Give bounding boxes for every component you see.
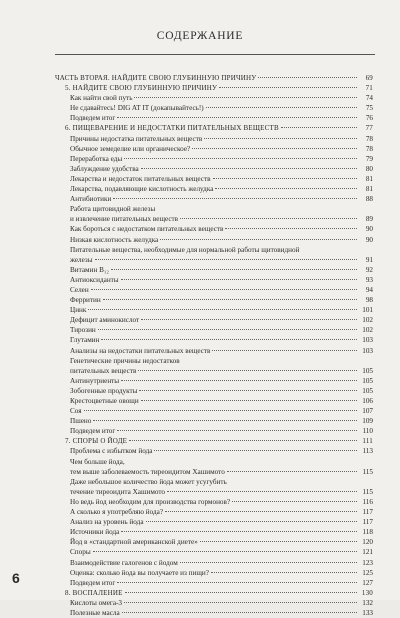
toc-entry-title: Селен [70,285,89,294]
toc-entry-page: 132 [362,598,373,607]
dot-leader [165,511,357,512]
toc-entry-title: Чем больше йода, [70,457,125,466]
toc-entry-title: Цинк [70,306,87,315]
toc-entry-page: 81 [365,185,373,194]
toc-entry-page: 91 [365,255,373,264]
dot-leader [212,350,357,351]
toc-entry [55,497,373,507]
toc-entry [55,457,373,467]
toc-entry-page: 105 [362,376,373,385]
toc-entry-title: Работа щитовидной железы [70,205,156,214]
toc-entry [55,517,373,527]
toc-entry-title: Даже небольшое количество йода может усугубить [70,477,227,486]
toc-entry-title: Лекарства и недостаток питательных веществ [70,174,211,183]
toc-entry-title: ЧАСТЬ ВТОРАЯ. НАЙДИТЕ СВОЮ ГЛУБИННУЮ ПРИЧИНУ [55,74,257,82]
dot-leader [154,450,357,451]
toc-entry-page: 106 [362,397,373,405]
dot-leader [225,228,357,229]
toc-entry-title: Подведем итог [70,427,116,436]
dot-leader [141,168,357,169]
toc-entry-title: Витамин В₁₂ [70,265,109,274]
toc-entry-page: 105 [362,366,373,375]
toc-entry-title: железы [70,255,93,264]
toc-entry-title: Крестоцветные овощи [70,397,139,405]
toc-entry [55,214,373,224]
toc-entry-title: Кислоты омега-3 [70,598,123,607]
toc-entry-title: Глутамин [70,336,100,345]
toc-entry-title: Как найти свой путь [70,94,133,103]
toc-entry [55,164,373,174]
dot-leader [192,148,357,149]
toc-entry-page: 75 [365,104,373,113]
toc-entry [55,255,373,265]
toc-entry [55,568,373,578]
toc-entry-page: 115 [362,487,373,496]
toc-entry-page: 113 [362,447,373,456]
toc-entry [55,83,373,93]
toc-entry-title: питательных веществ [70,366,137,375]
dot-leader [88,309,357,310]
dot-leader [204,138,357,139]
toc-entry [55,366,373,376]
toc-entry-page: 130 [361,588,373,597]
toc-entry [55,396,373,406]
toc-entry-page: 121 [362,548,373,557]
toc-entry-page: 79 [365,154,373,163]
toc-entry [55,265,373,275]
toc-entry [55,547,373,557]
dot-leader [113,198,357,199]
toc-entry [55,325,373,335]
dot-leader [281,127,357,128]
toc-entry-page: 69 [365,74,373,82]
dot-leader [125,592,357,593]
toc-entry-page: 78 [365,144,373,153]
toc-entry-page: 133 [362,608,373,617]
toc-entry [55,93,373,103]
toc-entry-page: 81 [365,174,373,183]
toc-entry-title: Йод в «стандартной американской диете» [70,538,198,547]
toc-entry [55,487,373,497]
toc-entry-title: Низкая кислотность желудка [70,235,159,244]
toc-entry-page: 80 [365,164,373,173]
toc-entry [55,113,373,123]
toc-entry [55,467,373,477]
toc-entry [55,598,373,608]
toc-entry [55,194,373,204]
toc-entry [55,416,373,426]
toc-entry-title: Анализы на недостатки питательных веществ [70,346,211,355]
toc-entry-title: Дефицит аминокислот [70,316,140,325]
toc-entry-page: 117 [362,508,373,517]
toc-entry-page: 90 [365,225,373,234]
table-of-contents [55,73,373,618]
toc-entry-title: Но ведь йод необходим для производства гормонов? [70,497,231,506]
dot-leader [167,491,357,492]
dot-leader [134,97,357,98]
dot-leader [93,420,357,421]
toc-entry [55,134,373,144]
toc-entry-page: 125 [362,568,373,577]
page-number: 6 [12,570,20,586]
toc-entry [55,406,373,416]
toc-entry-page: 115 [362,467,373,476]
dot-leader [200,541,357,542]
toc-entry-page: 88 [365,195,373,204]
toc-entry [55,335,373,345]
toc-entry-title: и извлечение питательных веществ [70,215,179,224]
dot-leader [138,370,357,371]
toc-entry [55,426,373,436]
toc-entry-title: Переработка еды [70,154,123,163]
page-header: СОДЕРЖАНИЕ [156,30,244,42]
dot-leader [180,218,357,219]
toc-entry-title: Оценка: сколько йода вы получаете из пищи? [70,568,209,577]
toc-entry [55,103,373,113]
toc-entry-title: Питательные вещества, необходимые для нормальной работы щитовидной [70,245,300,254]
toc-entry-title: Не сдавайтесь! DIG AT IT (докапывайтесь!) [70,104,204,113]
toc-entry-title: Генетические причины недостатков [70,356,180,365]
toc-entry [55,245,373,255]
dot-leader [101,339,357,340]
toc-entry-page: 93 [365,275,373,284]
toc-entry-title: Причины недостатка питательных веществ [70,134,203,143]
toc-entry [55,608,373,618]
toc-entry [55,558,373,568]
toc-entry-title: Зобогенные продукты [70,386,138,395]
toc-entry [55,446,373,456]
toc-entry [55,224,373,234]
toc-entry-page: 76 [365,114,373,123]
toc-entry [55,588,373,598]
dot-leader [213,178,357,179]
toc-entry [55,386,373,396]
dot-leader [117,582,357,583]
toc-entry [55,73,373,83]
toc-entry-title: 5. НАЙДИТЕ СВОЮ ГЛУБИННУЮ ПРИЧИНУ [65,84,218,93]
toc-entry [55,285,373,295]
toc-entry-page: 117 [362,518,373,527]
toc-entry-page: 90 [365,235,373,244]
toc-entry-title: Споры [70,548,91,557]
dot-leader [122,612,357,613]
toc-entry-title: Как бороться с недостатком питательных веществ [70,225,224,234]
toc-entry [55,356,373,366]
toc-entry-title: Подведем итог [70,578,116,587]
toc-entry-page: 92 [365,265,373,274]
toc-entry [55,376,373,386]
toc-entry-title: Антибиотики [70,195,112,204]
dot-leader [103,299,357,300]
toc-entry-page: 110 [362,427,373,436]
dot-leader [141,400,357,401]
dot-leader [121,380,357,381]
toc-entry-title: Проблема с избытком йода [70,447,153,456]
toc-entry-title: тем выше заболеваемость тиреоидитом Хашимото [70,467,225,476]
dot-leader [211,572,357,573]
dot-leader [180,562,357,563]
toc-entry [55,295,373,305]
dot-leader [121,531,357,532]
toc-entry [55,123,373,133]
toc-entry [55,537,373,547]
toc-entry-title: Антинутриенты [70,376,120,385]
dot-leader [91,289,357,290]
toc-entry-page: 77 [365,124,373,133]
toc-entry-page: 98 [365,296,373,305]
toc-entry-page: 94 [365,285,373,294]
toc-entry-page: 123 [362,558,373,567]
dot-leader [117,117,357,118]
toc-entry [55,507,373,517]
toc-entry-page: 127 [362,578,373,587]
toc-entry-title: Подведем итог [70,114,116,123]
toc-entry-title: Полезные масла [70,608,120,617]
dot-leader [95,259,357,260]
toc-entry-title: Источники йода [70,528,120,537]
toc-entry-page: 103 [362,346,373,355]
toc-entry [55,184,373,194]
dot-leader [129,440,357,441]
toc-entry-page: 103 [362,336,373,345]
toc-entry [55,305,373,315]
dot-leader [215,188,357,189]
toc-entry [55,204,373,214]
toc-entry-page: 118 [362,528,373,537]
toc-entry-title: Обычное земеделие или органическое? [70,144,191,153]
toc-entry-page: 102 [362,316,373,325]
toc-entry-title: 8. ВОСПАЛЕНИЕ [65,588,123,597]
toc-entry [55,527,373,537]
toc-entry-page: 116 [362,497,373,506]
dot-leader [146,521,357,522]
toc-entry-page: 120 [362,538,373,547]
dot-leader [232,501,357,502]
toc-entry-title: Анализ на уровень йода [70,518,144,527]
toc-entry-title: течение тиреоидита Хашимото [70,487,166,496]
toc-entry-title: Соя [70,407,82,416]
toc-entry-title: Тирозин [70,326,96,335]
dot-leader [219,87,357,88]
toc-entry-title: 7. СПОРЫ О ЙОДЕ [65,437,128,446]
toc-entry [55,436,373,446]
toc-entry [55,578,373,588]
dot-leader [258,77,357,78]
dot-leader [206,107,357,108]
toc-entry-title: А сколько я употребляю йода? [70,508,164,517]
toc-entry [55,346,373,356]
toc-entry [55,235,373,245]
toc-entry [55,275,373,285]
dot-leader [139,390,357,391]
toc-entry-title: Взаимодействие галогенов с йодом [70,558,178,567]
toc-entry-title: 6. ПИЩЕВАРЕНИЕ И НЕДОСТАТКИ ПИТАТЕЛЬНЫХ ВЕЩЕСТВ [65,124,279,133]
dot-leader [93,551,357,552]
toc-entry-page: 111 [362,437,373,446]
toc-entry-page: 105 [362,386,373,395]
toc-entry [55,315,373,325]
header-rule [55,54,375,55]
dot-leader [160,239,357,240]
dot-leader [121,279,357,280]
toc-entry-page: 74 [365,94,373,103]
toc-entry-title: Ферритин [70,296,101,305]
toc-entry-page: 102 [362,326,373,335]
toc-entry [55,477,373,487]
toc-entry [55,154,373,164]
dot-leader [227,471,357,472]
dot-leader [84,410,357,411]
toc-entry-page: 89 [365,215,373,224]
toc-entry-title: Пшено [70,417,92,426]
dot-leader [117,430,357,431]
toc-entry-page: 78 [365,134,373,143]
toc-entry [55,144,373,154]
toc-entry-page: 109 [362,417,373,426]
dot-leader [111,269,357,270]
dot-leader [98,329,357,330]
toc-entry-title: Антиоксиданты [70,275,119,284]
dot-leader [141,319,357,320]
toc-entry-page: 101 [362,306,373,315]
toc-entry-title: Лекарства, подавляющие кислотность желудка [70,185,214,194]
dot-leader [124,158,357,159]
toc-entry-page: 107 [362,407,373,416]
toc-entry-title: Заблуждение удобства [70,164,139,173]
toc-entry-page: 71 [365,84,373,93]
toc-entry [55,174,373,184]
dot-leader [124,602,357,603]
